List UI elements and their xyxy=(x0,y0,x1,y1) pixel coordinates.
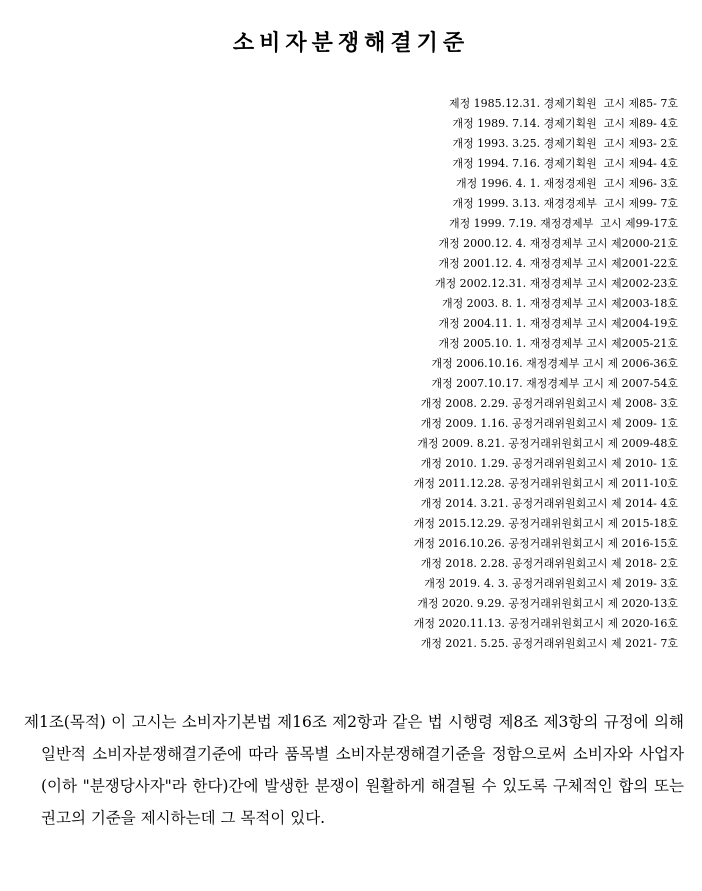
amendment-history-item: 개정 1999. 7.19. 재정경제부 고시 제99-17호 xyxy=(448,217,678,230)
amendment-history-item: 개정 2018. 2.28. 공정거래위원회고시 제 2018- 2호 xyxy=(420,557,678,570)
amendment-history-item: 개정 2015.12.29. 공정거래위원회고시 제 2015-18호 xyxy=(413,517,678,530)
amendment-history-item: 개정 2003. 8. 1. 재정경제부 고시 제2003-18호 xyxy=(441,297,678,310)
amendment-history xyxy=(414,94,678,654)
amendment-history-item: 개정 2014. 3.21. 공정거래위원회고시 제 2014- 4호 xyxy=(420,497,678,510)
amendment-history-item: 개정 2006.10.16. 재정경제부 고시 제 2006-36호 xyxy=(431,357,678,370)
amendment-history-item: 제정 1985.12.31. 경제기획원 고시 제85- 7호 xyxy=(448,97,678,110)
amendment-history-item: 개정 2010. 1.29. 공정거래위원회고시 제 2010- 1호 xyxy=(420,457,678,470)
amendment-history-item: 개정 2019. 4. 3. 공정거래위원회고시 제 2019- 3호 xyxy=(424,577,678,590)
amendment-history-item: 개정 2007.10.17. 재정경제부 고시 제 2007-54호 xyxy=(431,377,678,390)
amendment-history-item: 개정 2002.12.31. 재정경제부 고시 제2002-23호 xyxy=(434,277,678,290)
amendment-history-item: 개정 1999. 3.13. 재경경제부 고시 제99- 7호 xyxy=(452,197,678,210)
amendment-history-item: 개정 2004.11. 1. 재정경제부 고시 제2004-19호 xyxy=(438,317,678,330)
amendment-history-item: 개정 1996. 4. 1. 재정경제원 고시 제96- 3호 xyxy=(455,177,678,190)
amendment-history-item: 개정 2020.11.13. 공정거래위원회고시 제 2020-16호 xyxy=(413,617,678,630)
amendment-history-item: 개정 1989. 7.14. 경제기획원 고시 제89- 4호 xyxy=(452,117,678,130)
amendment-history-item: 개정 2021. 5.25. 공정거래위원회고시 제 2021- 7호 xyxy=(420,637,678,650)
amendment-history-item: 개정 2011.12.28. 공정거래위원회고시 제 2011-10호 xyxy=(413,477,678,490)
amendment-history-item: 개정 2000.12. 4. 재정경제부 고시 제2000-21호 xyxy=(438,237,678,250)
amendment-history-item: 개정 2016.10.26. 공정거래위원회고시 제 2016-15호 xyxy=(413,537,678,550)
amendment-history-item: 개정 2020. 9.29. 공정거래위원회고시 제 2020-13호 xyxy=(417,597,678,610)
article-1-purpose: 제1조(목적) 이 고시는 소비자기본법 제16조 제2항과 같은 법 시행령 제8조 제3항의 규정에 의해 일반적 소비자분쟁해결기준에 따라 품목별 소비자분쟁해결기준을 정함으로써 소비자와 사업자(이하 "분쟁당사자"라 한다)간에 발생한 분쟁이 원활하게 해결될 수 있도록 구체적인 합의 또는 권고의 기준을 제시하는데 그 목적이 있다. xyxy=(24,713,684,827)
amendment-history-item: 개정 2005.10. 1. 재정경제부 고시 제2005-21호 xyxy=(438,337,678,350)
amendment-history-item: 개정 2001.12. 4. 재정경제부 고시 제2001-22호 xyxy=(438,257,678,270)
amendment-history-item: 개정 2008. 2.29. 공정거래위원회고시 제 2008- 3호 xyxy=(420,397,678,410)
amendment-history-item: 개정 2009. 8.21. 공정거래위원회고시 제 2009-48호 xyxy=(417,437,678,450)
amendment-history-item: 개정 1993. 3.25. 경제기획원 고시 제93- 2호 xyxy=(452,137,678,150)
amendment-history-item: 개정 1994. 7.16. 경제기획원 고시 제94- 4호 xyxy=(452,157,678,170)
amendment-history-item: 개정 2009. 1.16. 공정거래위원회고시 제 2009- 1호 xyxy=(420,417,678,430)
document-title: 소비자분쟁해결기준 xyxy=(232,31,470,56)
